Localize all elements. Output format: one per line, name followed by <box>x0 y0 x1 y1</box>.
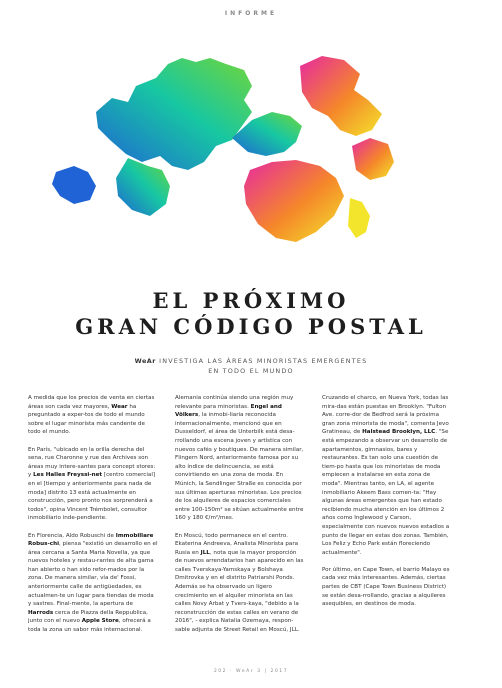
highlight: Wear <box>111 403 128 410</box>
subheadline-line2: EN TODO EL MUNDO <box>208 367 294 375</box>
map-region-east <box>300 56 382 136</box>
subheadline-brand: WeAr <box>134 357 156 365</box>
highlight: Immobillare Robus-chi <box>28 532 154 548</box>
map-region-far-east <box>352 138 394 180</box>
paragraph: Alemania continúa siendo una región muy relevante para minoristas. Engel and Völkers, la inmobi-liaria reconocida internacionalmente, mencionó que en Dusseldorf, el área de Unterbilk está desa-rrollando una escena joven y artística con nuevos cafés y boutiques. De manera similar, Flingern Nord, anteriormente famosa por su alto índice de delincuencia, se está convirtiendo en una zona de moda. En Múnich, la Sendlinger Straße es conocida por sus últimas aperturas minoristas. Los precios de los alquileres de espacios comerciales entre 100-150m² se sitúan actualmente entre 160 y 180 €/m²/mes. <box>175 395 304 522</box>
highlight: Engel and Völkers <box>175 403 282 419</box>
highlight: Halstead Brooklyn, LLC <box>362 429 436 436</box>
map-region-west <box>96 58 252 170</box>
paragraph: En París, "ubicado en la orilla derecha del sena, rue Charonne y rue des Archives son áreas muy intere-santes para concept stores: y Les Halles Freyssi-net [centro comercial] en el [tiempo y anteriormente para nada de moda] distrito 13 está actualmente en construcción, pero pronto nos sorprenderá a todos", opina Vincent Trémbolet, consultor inmobiliario inde-pendiente. <box>28 446 156 522</box>
subheadline <box>0 356 502 376</box>
map-region-west-island <box>52 166 96 204</box>
headline-line2: GRAN CÓDIGO POSTAL <box>75 314 427 339</box>
article-column-3 <box>322 394 452 617</box>
headline-line1: EL PRÓXIMO <box>152 288 350 313</box>
page-footer: 202 · WeAr 3 | 2017 <box>213 669 289 674</box>
highlight: JLL <box>200 549 210 556</box>
map-region-peninsula <box>348 198 370 238</box>
paragraph: Por último, en Cape Town, el barrio Malayo es cada vez más interesantes. Además, ciertas partes de CBT (Cape Town Business District) se están desa-rrollando, gracias a alquileres asequibles, en destinos de moda. <box>322 566 450 608</box>
map-illustration <box>0 20 502 255</box>
article-column-2 <box>175 394 305 643</box>
paragraph: A medida que los precios de venta en ciertas áreas son cada vez mayores, Wear ha preguntado a exper-tos de todo el mundo sobre el lugar minorista más candente de todo el mundo. <box>28 395 155 436</box>
article-column-1 <box>28 394 158 643</box>
subheadline-line1: INVESTIGA LAS ÁREAS MINORISTAS EMERGENTES <box>159 357 368 365</box>
highlight: Apple Store <box>81 618 119 625</box>
paragraph: En Moscú, todo permanece en el centro. Ekaterina Andreeva, Analista Minorista para Rusia en JLL, nota que la mayor proporción de nuevos arrendatarios han aparecido en las calles Tverskaya-Yamskaya y Bolshaya Dmitrovka y en el distrito Patriarshi Ponds. Además se ha observado un ligero crecimiento en el alquiler minorista en las calles Novy Arbat y Tvers-kaya, "debido a la reconstrucción de estas calles en verano de 2016", - explica Natalia Ozemaya, respon-sable adjunta de Street Retail en Moscú, JLL. <box>175 532 304 634</box>
paragraph: En Florencia, Aldo Robuschi de Immobillare Robus-chi, piensa "existió un desarrollo en el área cercana a Santa Maria Novella, ya que nuevos hoteles y restau-rantes de alta gama han abierto o han sido refor-mados por la zona. De manera similar, vía de' Fossi, anteriormente calle de antigüedades, es actualmen-te un lugar para tiendas de moda y sastres. Final-mente, la apertura de Harrods cerca de Piazza della Reppublica, junto con el nuevo Apple Store, ofrecerá a toda la zona un sabor más internacional. <box>28 532 158 634</box>
paragraph: Cruzando el charco, en Nueva York, todas las mira-das están puestas en Brooklyn. "Fulton Ave. corre-dor de Bedfrod será la próxima gran zona minorista de moda", comenta Jevo Gratineau, de Halstead Brooklyn, LLC. "Se está empezando a observar un desarrollo de apartamentos, gimnasios, bares y restaurantes. Es tan solo una cuestión de tiem-po hasta que los minoristas de moda empiecen a instalarse en esta zona de moda". Mientras tanto, en LA, el agente inmobiliario Akeem Bass comen-ta: "Hay algunas áreas emergentes que han estado recibiendo mucha atención en los últimos 2 años como Inglewood y Carson, especialmente con nuevos nuevos estadios a punto de llegar en estas dos zonas. También, Los Feliz y Echo Park están floreciendo actualmente". <box>322 395 450 556</box>
section-label: INFORME <box>224 10 278 17</box>
highlight: Harrods <box>28 609 54 616</box>
map-region-southeast <box>244 160 344 242</box>
highlight: Les Halles Freyssi-net <box>33 472 103 479</box>
map-region-west-south <box>116 158 170 216</box>
